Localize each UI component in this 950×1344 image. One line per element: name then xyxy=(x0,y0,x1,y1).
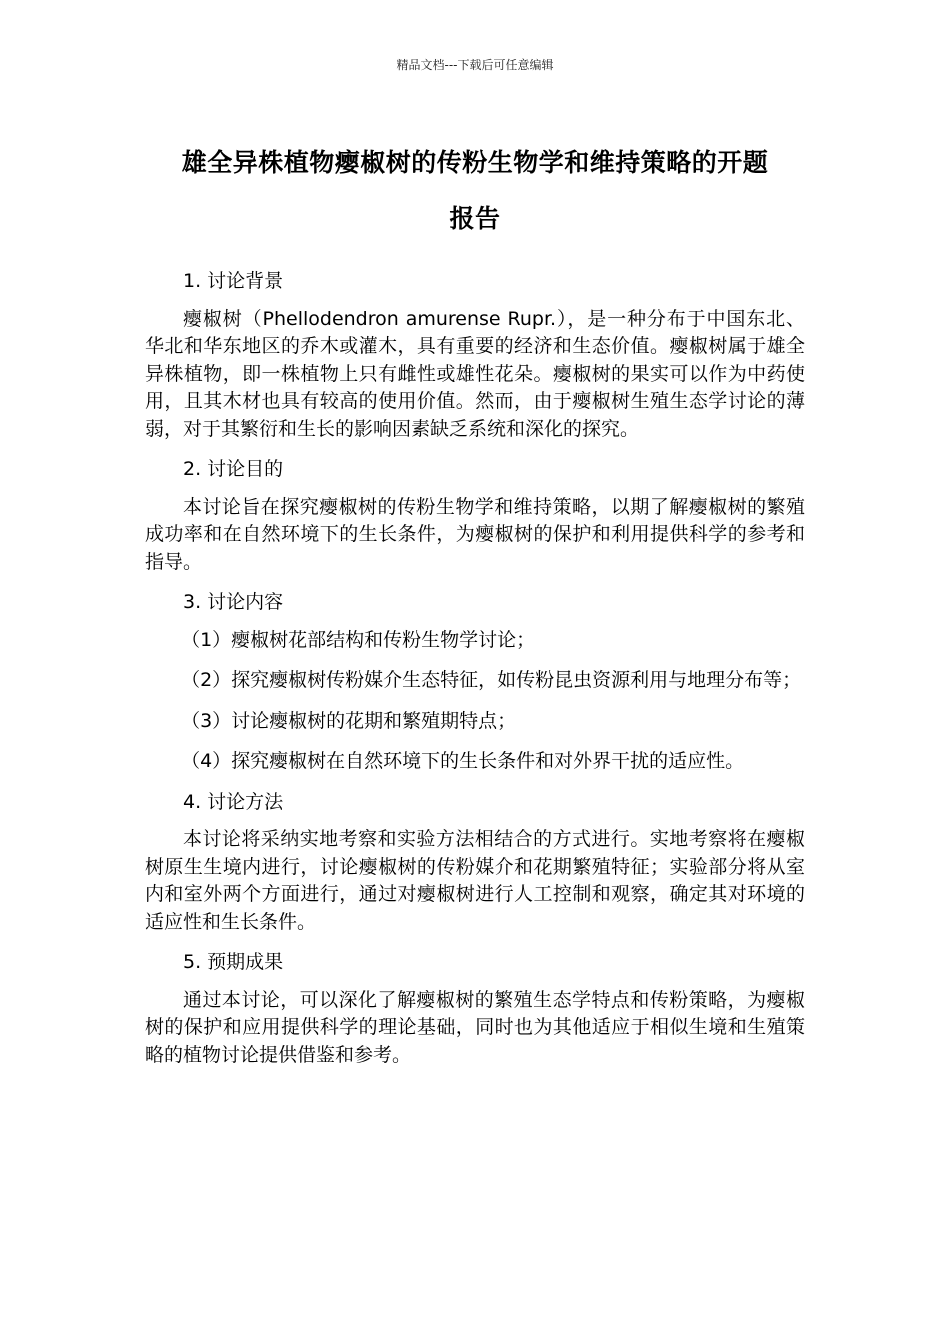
section-heading: 3. 讨论内容 xyxy=(183,591,284,613)
body-paragraph: 通过本讨论，可以深化了解瘿椒树的繁殖生态学特点和传粉策略，为瘿椒树的保护和应用提供科学的理论基础，同时也为其他适应于相似生境和生殖策略的植物讨论提供借鉴和参考。 xyxy=(145,988,805,1066)
body-paragraph: 瘿椒树（Phellodendron amurense Rupr.），是一种分布于中国东北、华北和华东地区的乔木或灌木，具有重要的经济和生态价值。瘿椒树属于雄全异株植物，即一株植物上只有雌性或雄性花朵。瘿椒树的果实可以作为中药使用，且其木材也具有较高的使用价值。然而，由于瘿椒树生殖生态学讨论的薄弱，对于其繁衍和生长的影响因素缺乏系统和深化的探究。 xyxy=(145,307,805,440)
list-item: （1）瘿椒树花部结构和传粉生物学讨论； xyxy=(181,628,536,651)
section-heading: 4. 讨论方法 xyxy=(183,790,284,813)
body-paragraph: 本讨论将采纳实地考察和实验方法相结合的方式进行。实地考察将在瘿椒树原生生境内进行，讨论瘿椒树的传粉媒介和花期繁殖特征；实验部分将从室内和室外两个方面进行，通过对瘿椒树进行人工控制和观察，确定其对环境的适应性和生长条件。 xyxy=(145,828,805,933)
document-body xyxy=(145,268,805,1082)
section-heading: 1. 讨论背景 xyxy=(183,270,284,292)
title-line-1: 雄全异株植物瘿椒树的传粉生物学和维持策略的开题 xyxy=(181,148,769,177)
list-item: （4）探究瘿椒树在自然环境下的生长条件和对外界干扰的适应性。 xyxy=(181,750,745,772)
list-item: （2）探究瘿椒树传粉媒介生态特征，如传粉昆虫资源利用与地理分布等； xyxy=(181,669,802,691)
body-paragraph: 本讨论旨在探究瘿椒树的传粉生物学和维持策略，以期了解瘿椒树的繁殖成功率和在自然环境下的生长条件，为瘿椒树的保护和利用提供科学的参考和指导。 xyxy=(145,495,805,573)
title-line-2: 报告 xyxy=(449,204,501,233)
page-header: 精品文档---下载后可任意编辑 xyxy=(396,58,554,72)
list-item: （3）讨论瘿椒树的花期和繁殖期特点； xyxy=(181,709,517,732)
document-title xyxy=(145,135,805,247)
section-heading: 2. 讨论目的 xyxy=(183,458,284,480)
section-heading: 5. 预期成果 xyxy=(183,951,284,973)
